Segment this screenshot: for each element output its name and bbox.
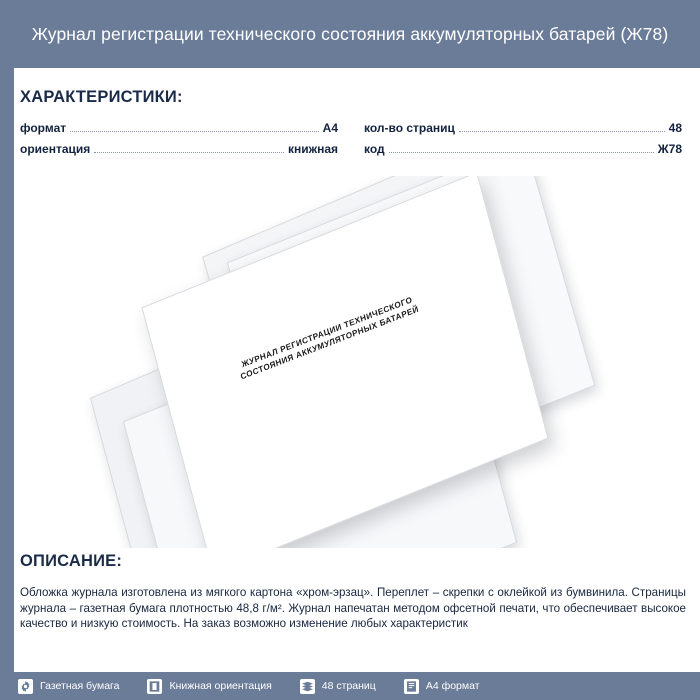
footer-item-label: Книжная ориентация (169, 680, 272, 692)
dot-leader (70, 130, 319, 132)
header-bar (0, 0, 700, 68)
char-value: книжная (287, 142, 338, 156)
footer-item-label: 48 страниц (321, 680, 376, 692)
footer-item-label: А4 формат (425, 680, 480, 692)
gear-icon (18, 679, 33, 694)
characteristics-column-left (20, 121, 338, 163)
footer-item-orientation (133, 679, 285, 694)
char-label: кол-во страниц (364, 121, 455, 135)
characteristics-grid (20, 121, 682, 163)
characteristics-section (14, 68, 700, 163)
left-accent-strip (0, 68, 14, 672)
dot-leader (459, 130, 665, 132)
product-illustration (14, 176, 700, 548)
description-text: Обложка журнала изготовлена из мягкого картона «хром-эрзац». Переплет – скрепки с оклейкой из бумвинила. Страницы журнала – газетная бумага плотностью 48,8 г/м². Журнал напечатан методом офсетной печати, что обеспечивает высокое качество и низкую стоимость. На заказ возможно изменение любых характеристик (20, 586, 686, 631)
char-value: Ж78 (657, 142, 682, 156)
footer-item-paper (0, 679, 133, 694)
table-row (20, 121, 338, 135)
footer-item-label: Газетная бумага (40, 680, 120, 692)
table-row (364, 121, 682, 135)
description-heading: ОПИСАНИЕ: (20, 552, 123, 570)
footer-item-pages (286, 679, 390, 694)
footer-bar (0, 672, 700, 700)
footer-item-format (390, 679, 494, 694)
characteristics-heading: ХАРАКТЕРИСТИКИ: (20, 88, 183, 106)
document-size-icon (404, 679, 419, 694)
page-title: Журнал регистрации технического состояния аккумуляторных батарей (Ж78) (31, 24, 669, 44)
dot-leader (94, 151, 284, 153)
table-row (20, 142, 338, 156)
char-value: А4 (322, 121, 338, 135)
char-label: формат (20, 121, 67, 135)
pages-stack-icon (300, 679, 315, 694)
characteristics-column-right (364, 121, 682, 163)
char-value: 48 (668, 121, 682, 135)
description-section (14, 552, 700, 632)
char-label: ориентация (20, 142, 91, 156)
portrait-page-icon (147, 679, 162, 694)
cover-title: ЖУРНАЛ РЕГИСТРАЦИИ ТЕХНИЧЕСКОГО СОСТОЯНИЯ АККУМУЛЯТОРНЫХ БАТАРЕЙ (239, 294, 420, 382)
char-label: код (364, 142, 385, 156)
dot-leader (389, 151, 654, 153)
table-row (364, 142, 682, 156)
